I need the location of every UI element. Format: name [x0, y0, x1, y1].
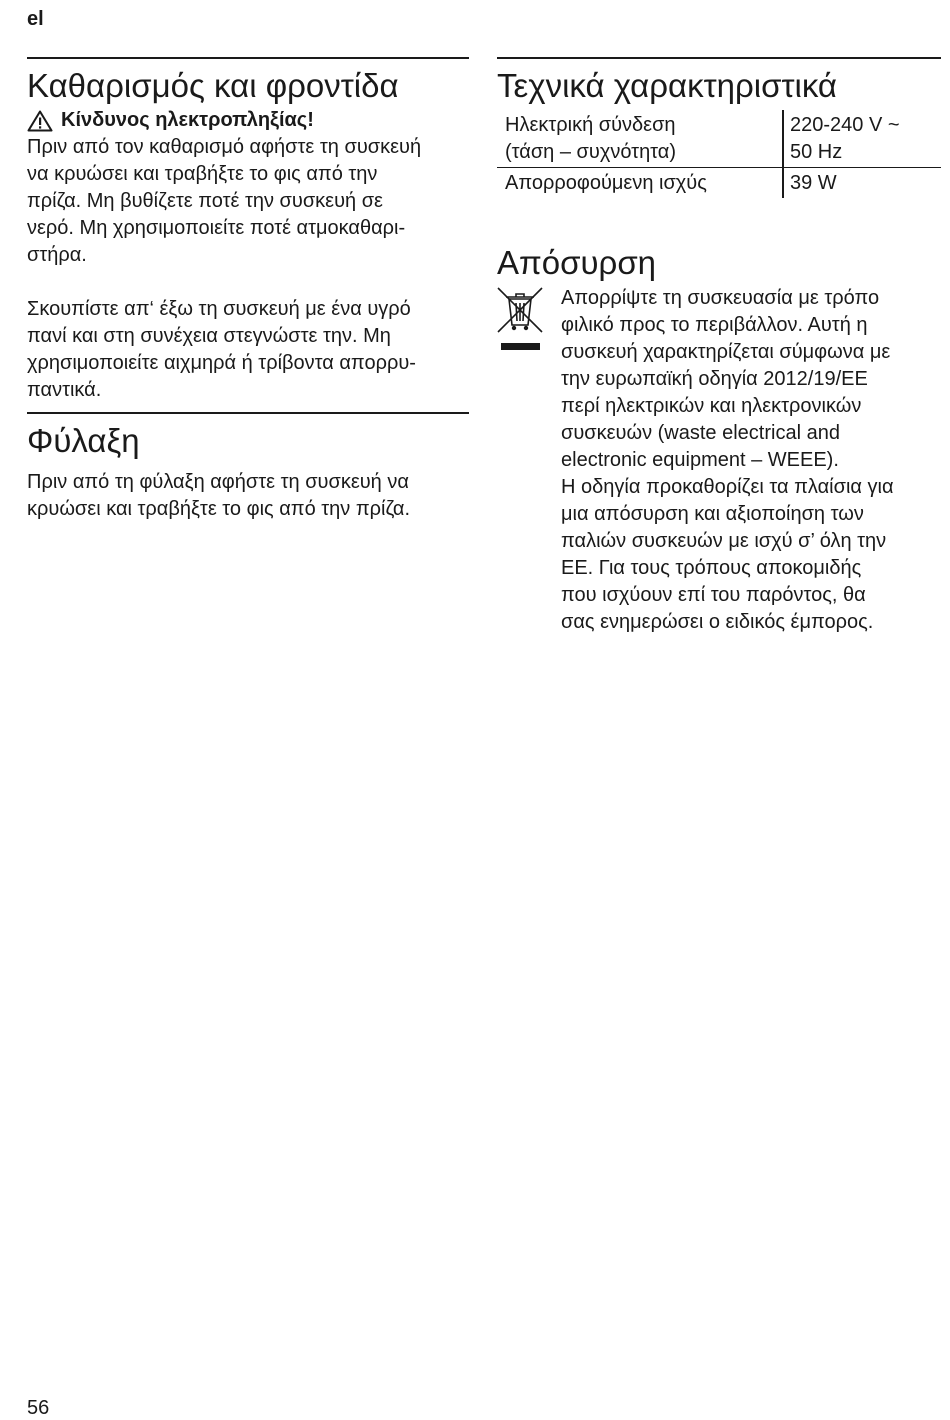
specs-table: [497, 110, 941, 198]
spec-row: [497, 110, 941, 167]
language-code: el: [27, 8, 44, 30]
text-line: νερό. Μη χρησιμοποιείτε ποτέ ατμοκαθαρι-: [27, 217, 406, 239]
text-line: κρυώσει και τραβήξτε το φις από την πρίζα.: [27, 498, 411, 520]
spec-value: [782, 168, 837, 198]
text-line: πρίζα. Μη βυθίζετε ποτέ την συσκευή σε: [27, 190, 383, 212]
page-number: 56: [27, 1397, 50, 1419]
disposal-text: [561, 285, 894, 636]
text-line: την ευρωπαϊκή οδηγία 2012/19/EE: [561, 368, 868, 390]
text-line: συσκευών (waste electrical and: [561, 422, 840, 444]
text-line: φιλικό προς το περιβάλλον. Αυτή η: [561, 314, 868, 336]
warning-heading: [27, 107, 469, 134]
text-line: μια απόσυρση και αξιοποίηση των: [561, 503, 864, 525]
text-line: να κρυώσει και τραβήξτε το φις από την: [27, 163, 378, 185]
storage-text: [27, 469, 469, 523]
crossed-out-bin-icon: [497, 287, 543, 351]
warning-triangle-icon: [27, 110, 53, 132]
wipe-instructions: [27, 296, 469, 404]
text-line: συσκευή χαρακτηρίζεται σύμφωνα με: [561, 341, 891, 363]
text-line: 39 W: [790, 172, 837, 194]
spec-label: [497, 110, 782, 167]
text-line: electronic equipment – WEEE).: [561, 449, 839, 471]
warning-text: [27, 134, 469, 269]
left-column: [27, 57, 469, 523]
text-line: πανί και στη συνέχεια στεγνώστε την. Μη: [27, 325, 391, 347]
right-column: [497, 57, 941, 636]
text-line: παλιών συσκευών με ισχύ σ’ όλη την: [561, 530, 887, 552]
text-line: Απορροφούμενη ισχύς: [505, 172, 707, 194]
disposal-block: [497, 285, 941, 636]
text-line: Σκουπίστε απ‘ έξω τη συσκευή με ένα υγρό: [27, 298, 411, 320]
text-line: στήρα.: [27, 244, 87, 266]
text-line: σας ενημερώσει ο ειδικός έμπορος.: [561, 611, 874, 633]
text-line: παντικά.: [27, 379, 102, 401]
cleaning-title: Καθαρισμός και φροντίδα: [27, 67, 399, 104]
text-line: Η οδηγία προκαθορίζει τα πλαίσια για: [561, 476, 894, 498]
text-line: ΕΕ. Για τους τρόπους αποκομιδής: [561, 557, 862, 579]
text-line: (τάση – συχνότητα): [505, 141, 677, 163]
text-line: Ηλεκτρική σύνδεση: [505, 114, 676, 136]
text-line: χρησιμοποιείτε αιχμηρά ή τρίβοντα απορρυ-: [27, 352, 416, 374]
text-line: που ισχύουν επί του παρόντος, θα: [561, 584, 866, 606]
text-line: 220-240 V ~: [790, 114, 900, 136]
spec-label: [497, 168, 782, 198]
disposal-title: Απόσυρση: [497, 244, 657, 281]
text-line: 50 Hz: [790, 141, 843, 163]
text-line: περί ηλεκτρικών και ηλεκτρονικών: [561, 395, 862, 417]
spec-value: [782, 110, 900, 167]
text-line: Πριν από τη φύλαξη αφήστε τη συσκευή να: [27, 471, 409, 493]
storage-title: Φύλαξη: [27, 422, 140, 459]
text-line: Πριν από τον καθαρισμό αφήστε τη συσκευή: [27, 136, 422, 158]
text-line: Απορρίψτε τη συσκευασία με τρόπο: [561, 287, 880, 309]
specs-title: Τεχνικά χαρακτηριστικά: [497, 67, 838, 104]
warning-label: Κίνδυνος ηλεκτροπληξίας!: [61, 109, 314, 131]
spec-row: [497, 167, 941, 198]
